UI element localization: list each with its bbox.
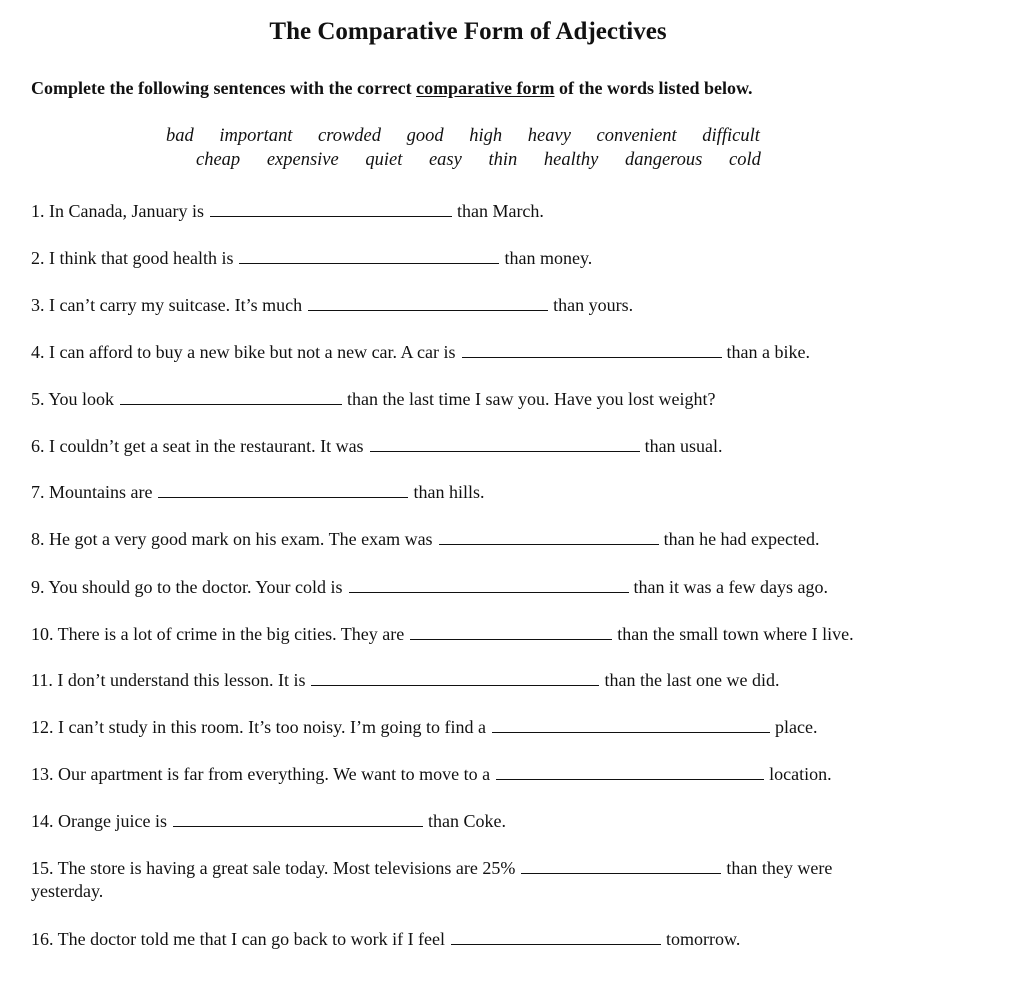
answer-blank[interactable]	[158, 479, 408, 498]
question-text: 3. I can’t carry my suitcase. It’s much	[31, 295, 303, 315]
instructions-underlined: comparative form	[416, 78, 555, 98]
question-text: 12. I can’t study in this room. It’s too noisy. I’m going to find a	[31, 717, 486, 737]
question-text: 11. I don’t understand this lesson. It is	[31, 670, 306, 690]
question-text-after: than the small town where I live.	[617, 624, 854, 644]
question-6	[31, 433, 723, 458]
word-bank-item: dangerous	[624, 150, 703, 170]
question-text-after: than he had expected.	[663, 529, 820, 549]
instructions	[31, 76, 753, 100]
word-bank-row-1	[166, 124, 760, 148]
question-text: 8. He got a very good mark on his exam. The exam was	[31, 529, 433, 549]
question-5	[31, 386, 715, 411]
question-1	[31, 198, 544, 223]
word-bank-item: cold	[729, 150, 761, 170]
question-4	[31, 339, 810, 364]
word-bank-row-2	[196, 148, 761, 172]
word-bank-item: thin	[488, 150, 518, 170]
answer-blank[interactable]	[120, 386, 342, 405]
question-text-after: location.	[769, 764, 832, 784]
question-text-after: than usual.	[644, 436, 723, 456]
question-text-after: than hills.	[413, 482, 485, 502]
word-bank-item: convenient	[596, 126, 677, 146]
word-bank-item: expensive	[266, 150, 339, 170]
question-9	[31, 574, 828, 599]
instructions-text-end: of the words listed below.	[554, 78, 753, 98]
question-12	[31, 714, 817, 739]
answer-blank[interactable]	[462, 339, 722, 358]
answer-blank[interactable]	[308, 292, 548, 311]
question-text: 10. There is a lot of crime in the big cities. They are	[31, 624, 405, 644]
question-text: 6. I couldn’t get a seat in the restaurant. It was	[31, 436, 364, 456]
worksheet-title: The Comparative Form of Adjectives	[269, 18, 667, 45]
answer-blank[interactable]	[439, 526, 659, 545]
question-text: 14. Orange juice is	[31, 811, 167, 831]
answer-blank[interactable]	[210, 198, 452, 217]
question-text: 4. I can afford to buy a new bike but not a new car. A car is	[31, 342, 456, 362]
question-11	[31, 667, 779, 692]
question-16	[31, 926, 740, 951]
answer-blank[interactable]	[492, 714, 770, 733]
question-text-after: than they were	[726, 858, 833, 878]
question-text: 7. Mountains are	[31, 482, 153, 502]
answer-blank[interactable]	[521, 855, 721, 874]
word-bank-item: high	[469, 126, 503, 146]
question-text-after: than the last one we did.	[604, 670, 780, 690]
question-10	[31, 621, 854, 646]
question-15-continuation: yesterday.	[31, 881, 104, 901]
answer-blank[interactable]	[349, 574, 629, 593]
question-text-after: than Coke.	[427, 811, 506, 831]
question-8	[31, 526, 820, 551]
answer-blank[interactable]	[239, 245, 499, 264]
word-bank-item: quiet	[365, 150, 403, 170]
word-bank-item: heavy	[527, 126, 571, 146]
question-text-after: than a bike.	[726, 342, 811, 362]
question-text: 9. You should go to the doctor. Your cold is	[31, 577, 343, 597]
answer-blank[interactable]	[496, 761, 764, 780]
instructions-text: Complete the following sentences with the correct	[31, 78, 417, 98]
word-bank-item: good	[406, 126, 444, 146]
word-bank-item: important	[219, 126, 293, 146]
question-text-after: than money.	[504, 248, 593, 268]
word-bank-item: cheap	[196, 150, 241, 170]
question-text: 15. The store is having a great sale today. Most televisions are 25%	[31, 858, 516, 878]
question-text-after: than the last time I saw you. Have you lost weight?	[347, 389, 716, 409]
question-text: 5. You look	[31, 389, 115, 409]
word-bank-item: easy	[428, 150, 462, 170]
question-text-after: than March.	[456, 201, 544, 221]
question-14	[31, 808, 506, 833]
question-13	[31, 761, 832, 786]
question-text: 16. The doctor told me that I can go back to work if I feel	[31, 929, 446, 949]
word-bank-item: healthy	[543, 150, 599, 170]
answer-blank[interactable]	[173, 808, 423, 827]
answer-blank[interactable]	[410, 621, 612, 640]
question-7	[31, 479, 484, 504]
question-text: 1. In Canada, January is	[31, 201, 204, 221]
question-3	[31, 292, 633, 317]
question-text-after: place.	[774, 717, 818, 737]
answer-blank[interactable]	[451, 926, 661, 945]
question-text-after: than yours.	[553, 295, 634, 315]
word-bank-item: difficult	[702, 126, 760, 146]
question-text-after: tomorrow.	[666, 929, 741, 949]
question-text: 2. I think that good health is	[31, 248, 234, 268]
question-15	[31, 855, 832, 880]
word-bank-item: crowded	[317, 126, 382, 146]
question-text-after: than it was a few days ago.	[633, 577, 828, 597]
word-bank-item: bad	[166, 126, 194, 146]
answer-blank[interactable]	[370, 433, 640, 452]
question-text: 13. Our apartment is far from everything. We want to move to a	[31, 764, 491, 784]
answer-blank[interactable]	[311, 667, 599, 686]
question-2	[31, 245, 592, 270]
